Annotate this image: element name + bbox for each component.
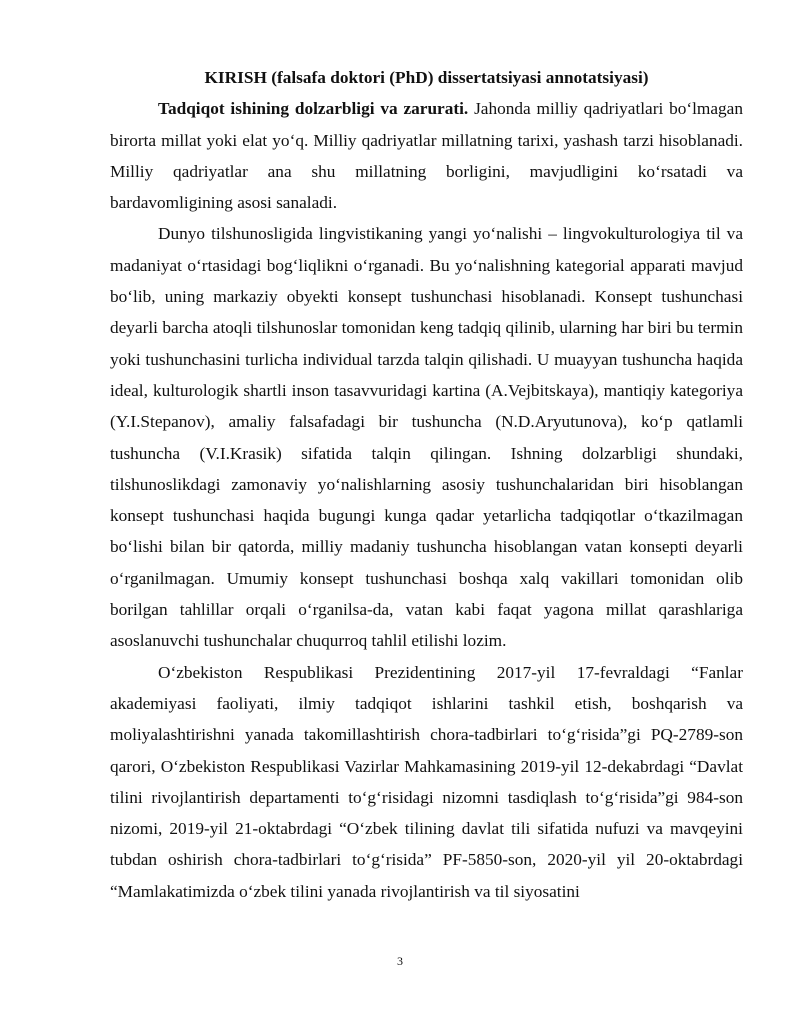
document-body (110, 62, 743, 907)
paragraph-relevance (110, 93, 743, 218)
page-number: 3 (397, 954, 403, 968)
paragraph-text: Dunyo tilshunosligida lingvistikaning yangi yoʻnalishi – lingvokulturologiya til va madaniyat oʻrtasidagi bogʻliqlikni oʻrganadi. Bu yoʻnalishning kategorial apparati mavjud boʻlib, uning markaziy obyekti konsept tushunchasi hisoblanadi. Konsept tushunchasi deyarli barcha atoqli tilshunoslar tomonidan keng tadqiq qilinib, ularning har biri bu termin yoki tushunchasini turlicha individual tarzda talqin qilishadi. U muayyan tushuncha haqida ideal, kulturologik shartli inson tasavvuridagi kartina (A.Vejbitskaya), mantiqiy kategoriya (Y.I.Stepanov), amaliy falsafadagi bir tushuncha (N.D.Aryutunova), koʻp qatlamli tushuncha (V.I.Krasik) sifatida talqin qilingan. Ishning dolzarbligi shundaki, tilshunoslikdagi zamonaviy yoʻnalishlarning asosiy tushunchalaridan biri hisoblangan konsept tushunchasi haqida bugungi kunga qadar yetarlicha tadqiqotlar oʻtkazilmagan boʻlishi bilan bir qatorda, milliy madaniy tushuncha hisoblangan vatan konsepti deyarli oʻrganilmagan. Umumiy konsept tushunchasi boshqa xalq vakillari tomonidan olib borilgan tahlillar orqali oʻrganilsa-da, vatan kabi faqat yagona millat qarashlariga asoslanuvchi tushunchalar chuqurroq tahlil etilishi lozim. (110, 224, 743, 651)
paragraph-linguistics (110, 218, 743, 656)
paragraph-lead: Tadqiqot ishining dolzarbligi va zarurati. (158, 99, 469, 119)
paragraph-text: Jahonda milliy qadriyatlari boʻlmagan birorta millat yoki elat yoʻq. Milliy qadriyatlar millatning tarixi, yashash tarzi hisoblanadi. Milliy qadriyatlar ana shu millatning borligini, mavjudligini koʻrsatadi va bardavomligining asosi sanaladi. (110, 99, 743, 213)
section-title: KIRISH (falsafa doktori (PhD) dissertatsiyasi annotatsiyasi) (204, 68, 649, 87)
paragraph-text: Oʻzbekiston Respublikasi Prezidentining 2017-yil 17-fevraldagi “Fanlar akademiyasi faoliyati, ilmiy tadqiqot ishlarini tashkil etish, boshqarish va moliyalashtirishni yanada takomillashtirish chora-tadbirlari toʻgʻrisida”gi PQ-2789-son qarori, Oʻzbekiston Respublikasi Vazirlar Mahkamasining 2019-yil 12-dekabrdagi “Davlat tilini rivojlantirish departamenti toʻgʻrisidagi nizomni tasdiqlash toʻgʻrisida”gi 984-son nizomi, 2019-yil 21-oktabrdagi “Oʻzbek tilining davlat tili sifatida nufuzi va mavqeyini tubdan oshirish chora-tadbirlari toʻgʻrisida” PF-5850-son, 2020-yil yil 20-oktabrdagi “Mamlakatimizda oʻzbek tilini yanada rivojlantirish va til siyosatini (110, 662, 743, 901)
paragraph-legal-basis (110, 657, 743, 907)
